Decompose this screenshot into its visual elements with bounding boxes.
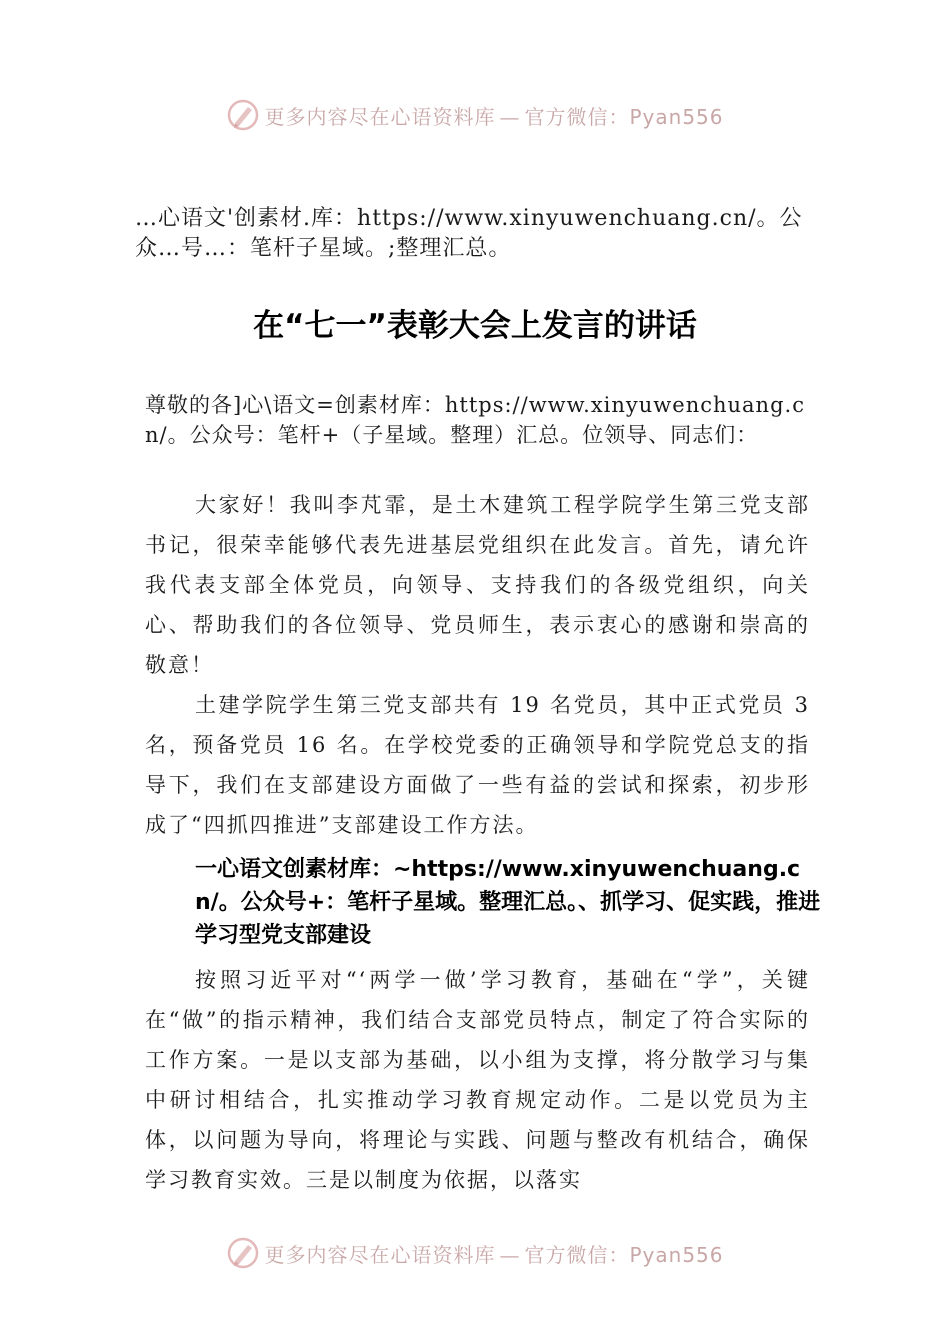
- section-paragraph: 按照习近平对“‘两学一做’学习教育，基础在“学”，关键在“做”的指示精神，我们结合支部党员特点，制定了符合实际的工作方案。一是以支部为基础，以小组为支撑，将分散学习与集中研讨相结合，扎实推动学习教育规定动作。二是以党员为主体，以问题为导向，将理论与实践、问题与整改有机结合，确保学习教育实效。三是以制度为依据，以落实: [145, 968, 810, 1192]
- pen-logo-icon: [226, 98, 260, 132]
- page-title: 在“七一”表彰大会上发言的讲话: [253, 308, 697, 344]
- watermark-text: 更多内容尽在心语资料库 — 官方微信：Pyan556: [264, 1242, 724, 1267]
- intro-line: …心语文'创素材.库：https://www.xinyuwenchuang.cn/。公众…号…：笔杆子星域。;整理汇总。: [135, 206, 803, 261]
- salutation: 尊敬的各]心\语文=创素材库：https://www.xinyuwenchuang.cn/。公众号：笔杆+（子星域。整理）汇总。位领导、同志们：: [145, 393, 805, 447]
- header-watermark: [0, 95, 950, 135]
- body-paragraph-2: 土建学院学生第三党支部共有 19 名党员，其中正式党员 3 名，预备党员 16 名。在学校党委的正确领导和学院党总支的指导下，我们在支部建设方面做了一些有益的尝试和探索，初步形成了“四抓四推进”支部建设工作方法。: [145, 693, 810, 837]
- watermark-text: 更多内容尽在心语资料库 — 官方微信：Pyan556: [264, 104, 724, 129]
- section-heading: 一心语文创素材库：~https://www.xinyuwenchuang.cn/。公众号+：笔杆子星域。整理汇总。、抓学习、促实践，推进学习型党支部建设: [195, 857, 821, 948]
- pen-logo-icon: [226, 1236, 260, 1270]
- footer-watermark: [0, 1233, 950, 1273]
- body-paragraph-1: 大家好！我叫李芃霏，是土木建筑工程学院学生第三党支部书记，很荣幸能够代表先进基层党组织在此发言。首先，请允许我代表支部全体党员，向领导、支持我们的各级党组织，向关心、帮助我们的各位领导、党员师生，表示衷心的感谢和崇高的敬意！: [145, 493, 810, 677]
